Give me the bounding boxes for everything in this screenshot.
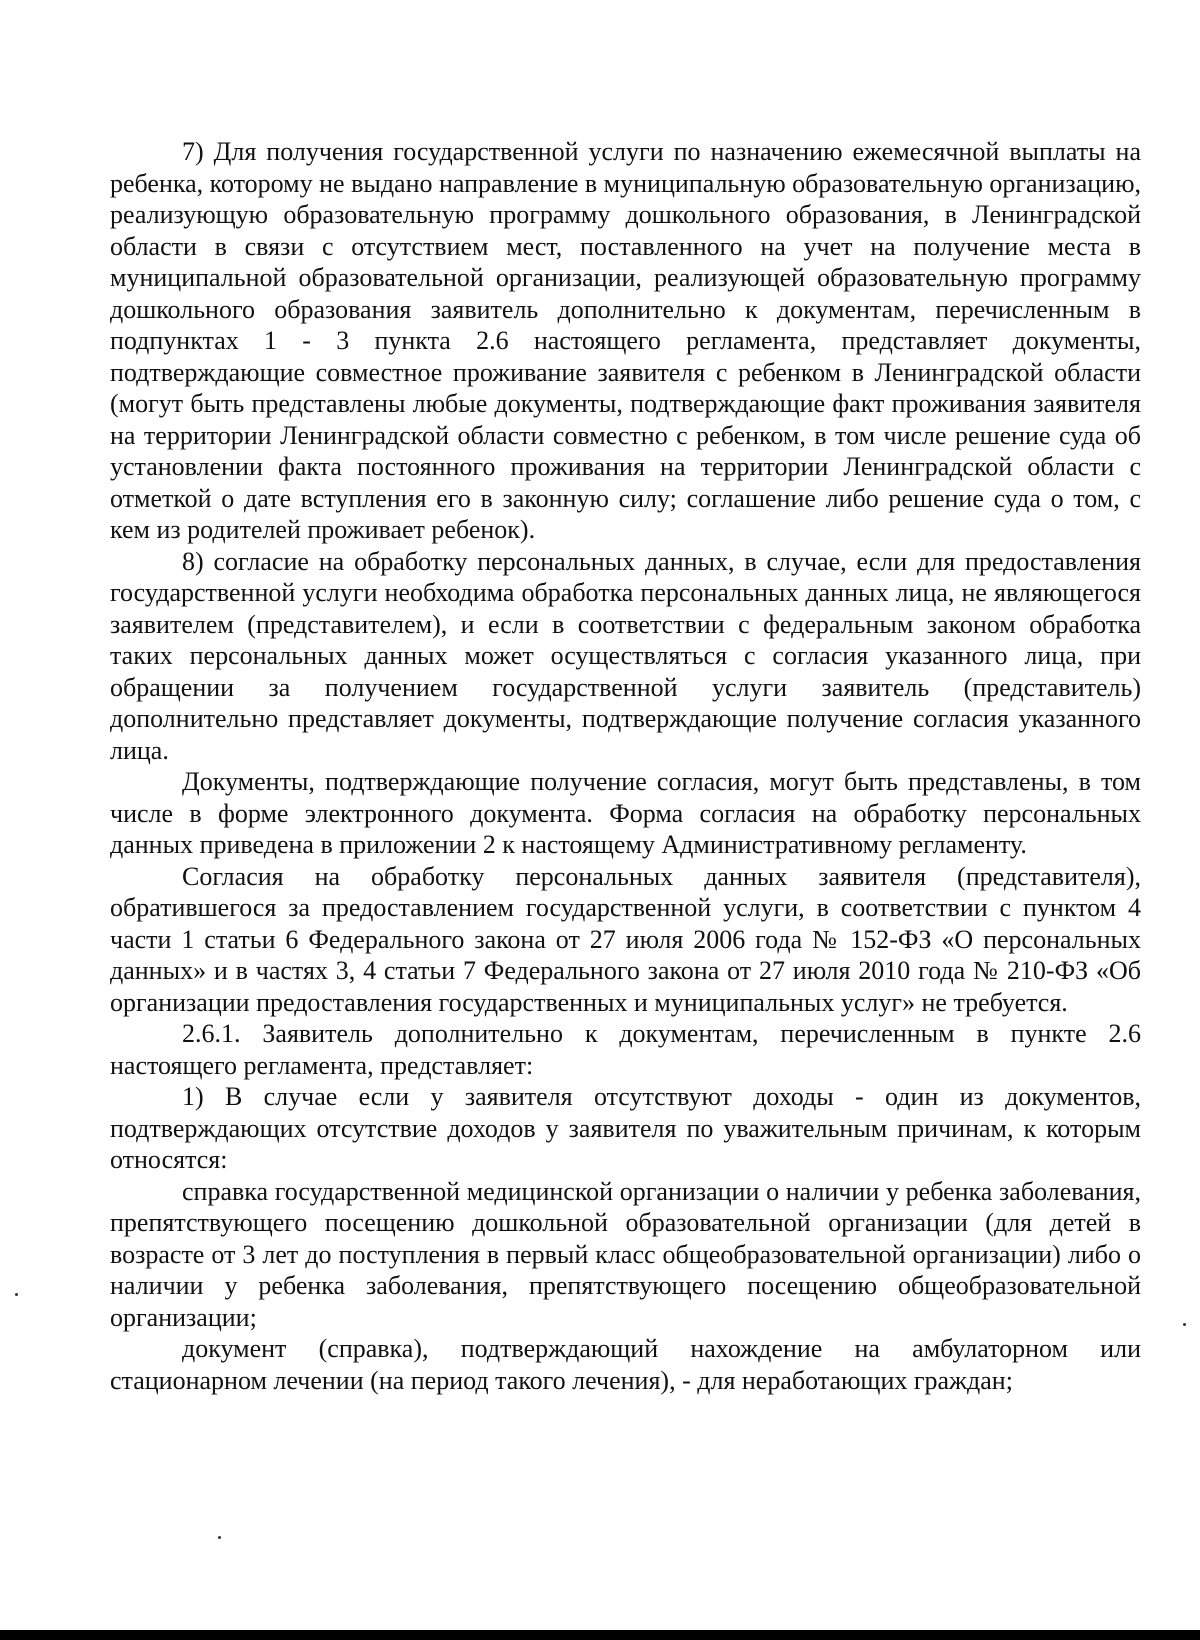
scan-speck (15, 1293, 18, 1296)
paragraph-treatment-document: документ (справка), подтверждающий нахождение на амбулаторном или стационарном лечении (на период такого лечения), - для неработающих граждан; (110, 1334, 1141, 1395)
paragraph-item-1-no-income: 1) В случае если у заявителя отсутствуют доходы - один из документов, подтверждающих отсутствие доходов у заявителя по уважительным причинам, к которым относятся: (110, 1082, 1141, 1174)
paragraph-section-2-6-1: 2.6.1. Заявитель дополнительно к документам, перечисленным в пункте 2.6 настоящего регламента, представляет: (110, 1019, 1141, 1080)
scan-speck (1183, 1323, 1186, 1326)
paragraph-medical-certificate: справка государственной медицинской организации о наличии у ребенка заболевания, препятствующего посещению дошкольной образовательной организации (для детей в возрасте от 3 лет до поступления в первый класс общеобразовательной организации) либо о наличии у ребенка заболевания, препятствующего посещению общеобразовательной организации; (110, 1176, 1141, 1332)
paragraph-item-7: 7) Для получения государственной услуги по назначению ежемесячной выплаты на ребенка, которому не выдано направление в муниципальную образовательную организацию, реализующую образовательную программу дошкольного образования, в Ленинградской области в связи с отсутствием мест, поставленного на учет на получение места в муниципальной образовательной организации, реализующей образовательную программу дошкольного образования заявитель дополнительно к документам, перечисленным в подпунктах 1 - 3 пункта 2.6 настоящего регламента, представляет документы, подтверждающие совместное проживание заявителя с ребенком в Ленинградской области (могут быть представлены любые документы, подтверждающие факт проживания заявителя на территории Ленинградской области совместно с ребенком, в том числе решение суда об установлении факта постоянного проживания на территории Ленинградской области с отметкой о дате вступления его в законную силу; соглашение либо решение суда о том, с кем из родителей проживает ребенок). (110, 137, 1141, 544)
paragraph-consent-not-required: Согласия на обработку персональных данных заявителя (представителя), обратившегося за предоставлением государственной услуги, в соответствии с пунктом 4 части 1 статьи 6 Федерального закона от 27 июля 2006 года № 152-ФЗ «О персональных данных» и в частях 3, 4 статьи 7 Федерального закона от 27 июля 2010 года № 210-ФЗ «Об организации предоставления государственных и муниципальных услуг» не требуется. (110, 861, 1141, 1017)
paragraph-item-8: 8) согласие на обработку персональных данных, в случае, если для предоставления государственной услуги необходима обработка персональных данных лица, не являющегося заявителем (представителем), и если в соответствии с федеральным законом обработка таких персональных данных может осуществляться с согласия указанного лица, при обращении за получением государственной услуги заявитель (представитель) дополнительно представляет документы, подтверждающие получение согласия указанного лица. (110, 546, 1141, 765)
paragraph-consent-documents: Документы, подтверждающие получение согласия, могут быть представлены, в том числе в форме электронного документа. Форма согласия на обработку персональных данных приведена в приложении 2 к настоящему Административному регламенту. (110, 767, 1141, 859)
document-body (110, 136, 1141, 1396)
scan-bottom-edge (0, 1630, 1200, 1640)
scan-speck (218, 1536, 221, 1539)
